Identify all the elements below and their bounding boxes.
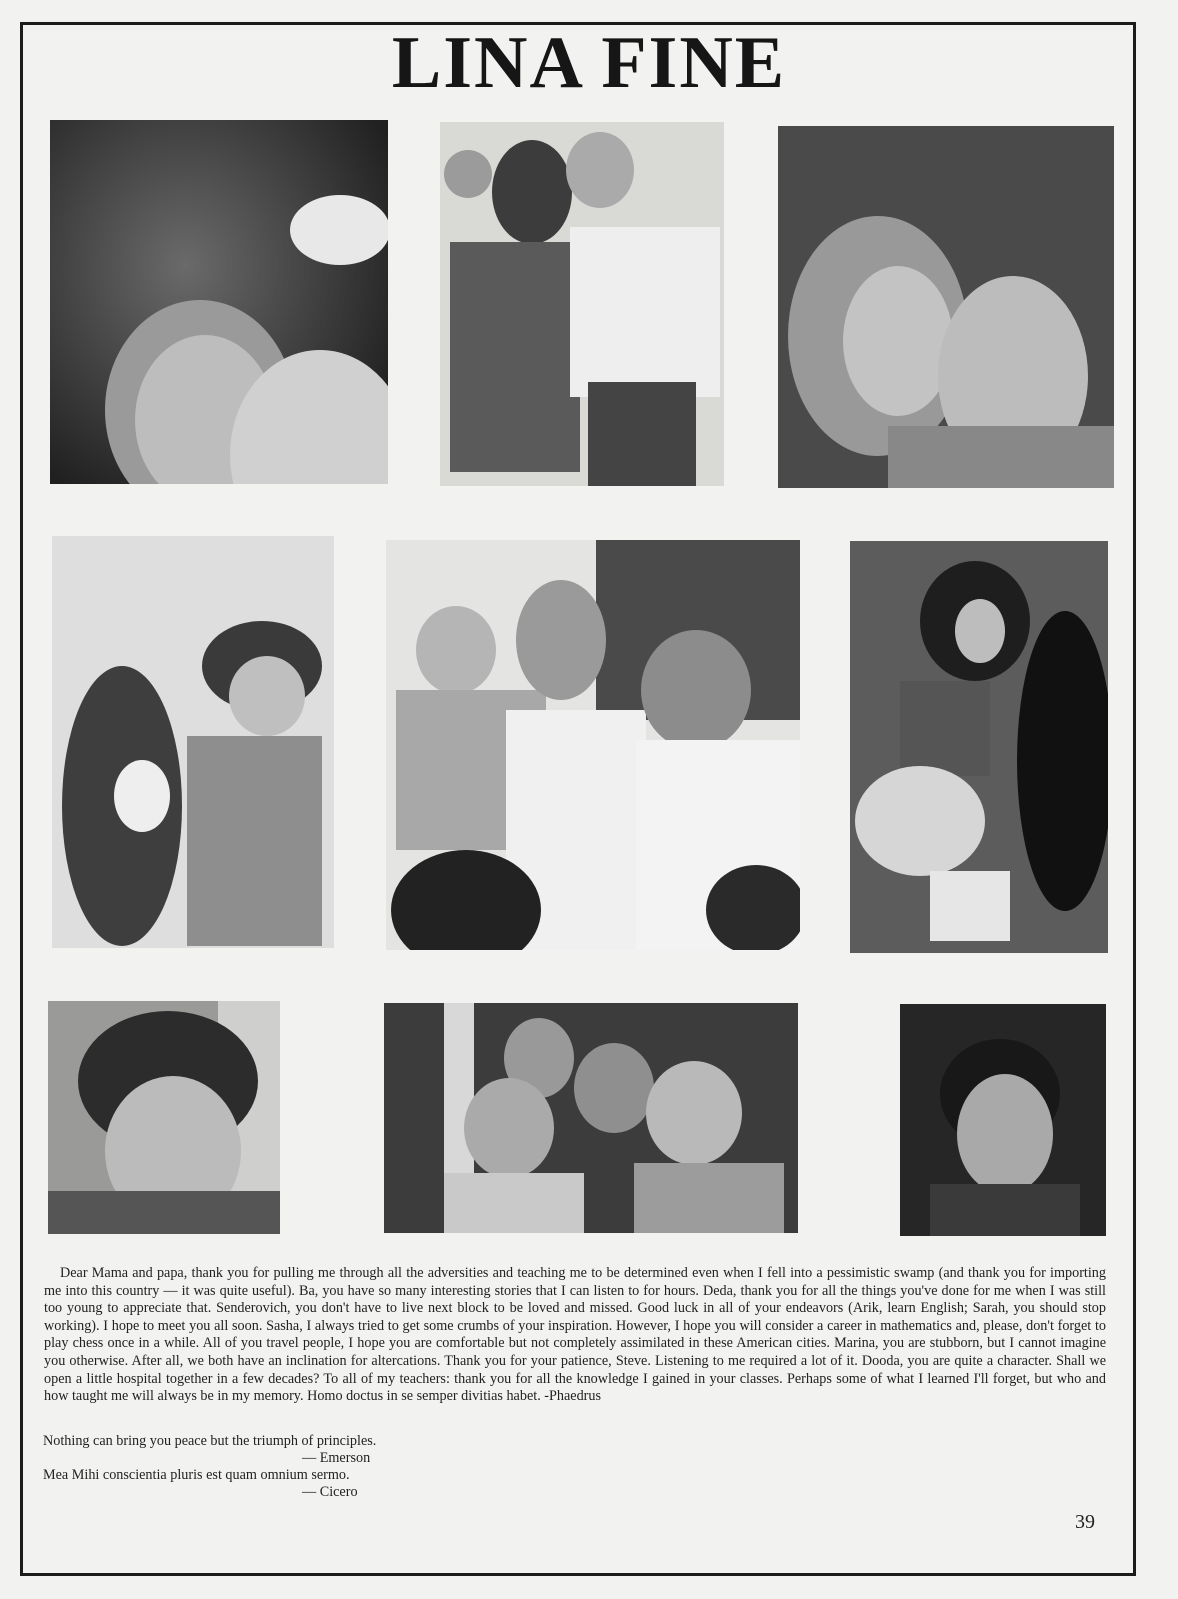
page-number: 39 bbox=[1075, 1511, 1095, 1533]
photo-girl-with-dog bbox=[850, 541, 1108, 953]
photo-man-and-child bbox=[50, 120, 388, 484]
page-title: LINA FINE bbox=[391, 22, 787, 104]
photo-child-with-toy bbox=[52, 536, 334, 948]
photo-toddler-and-men bbox=[386, 540, 800, 950]
dedication-letter: Dear Mama and papa, thank you for pulling me through all the adversities and teaching me to be determined even when I fell into a pessimistic swamp (and thank you for importing me into this country — it was quite useful). Ba, you have so many interesting stories that I can listen to for hours. Deda, thank you for all the things you've done for me when I was still too young to appreciate that. Senderovich, you don't have to live next block to be loved and missed. Good luck in all of your endeavors (Arik, learn English; Sarah, you should stop working). I hope to meet you all soon. Sasha, I always tried to get some crumbs of your inspiration. However, I hope you will consider a career in mathematics and, please, don't forget to play chess once in a while. All of you travel people, I hope you are comfortable but not completely assimilated in these American cities. Marina, you are stubborn, but I cannot imagine you otherwise. After all, we both have an inclination for altercations. Thank you for your patience, Steve. Listening to me required a lot of it. Dooda, you are quite a character. Shall we open a little hospital together in a few decades? To all of my teachers: thank you for all the knowledge I gained in your classes. Perhaps some of what I learned I'll forget, but who and how taught me will always be in my memory. Homo doctus in se semper divitias habet. -Phaedrus bbox=[44, 1265, 1106, 1405]
quote-emerson-text: Nothing can bring you peace but the triumph of principles. bbox=[43, 1433, 377, 1449]
photo-woman-portrait bbox=[48, 1001, 280, 1234]
quote-cicero-author: — Cicero bbox=[302, 1484, 358, 1500]
photo-group-of-four bbox=[384, 1003, 798, 1233]
photo-couple-standing bbox=[440, 122, 724, 486]
quote-emerson-author: — Emerson bbox=[302, 1450, 371, 1466]
photo-woman-and-girl bbox=[778, 126, 1114, 488]
photo-elderly-woman-portrait bbox=[900, 1004, 1106, 1236]
quote-cicero-text: Mea Mihi conscientia pluris est quam omnium sermo. bbox=[43, 1467, 350, 1483]
